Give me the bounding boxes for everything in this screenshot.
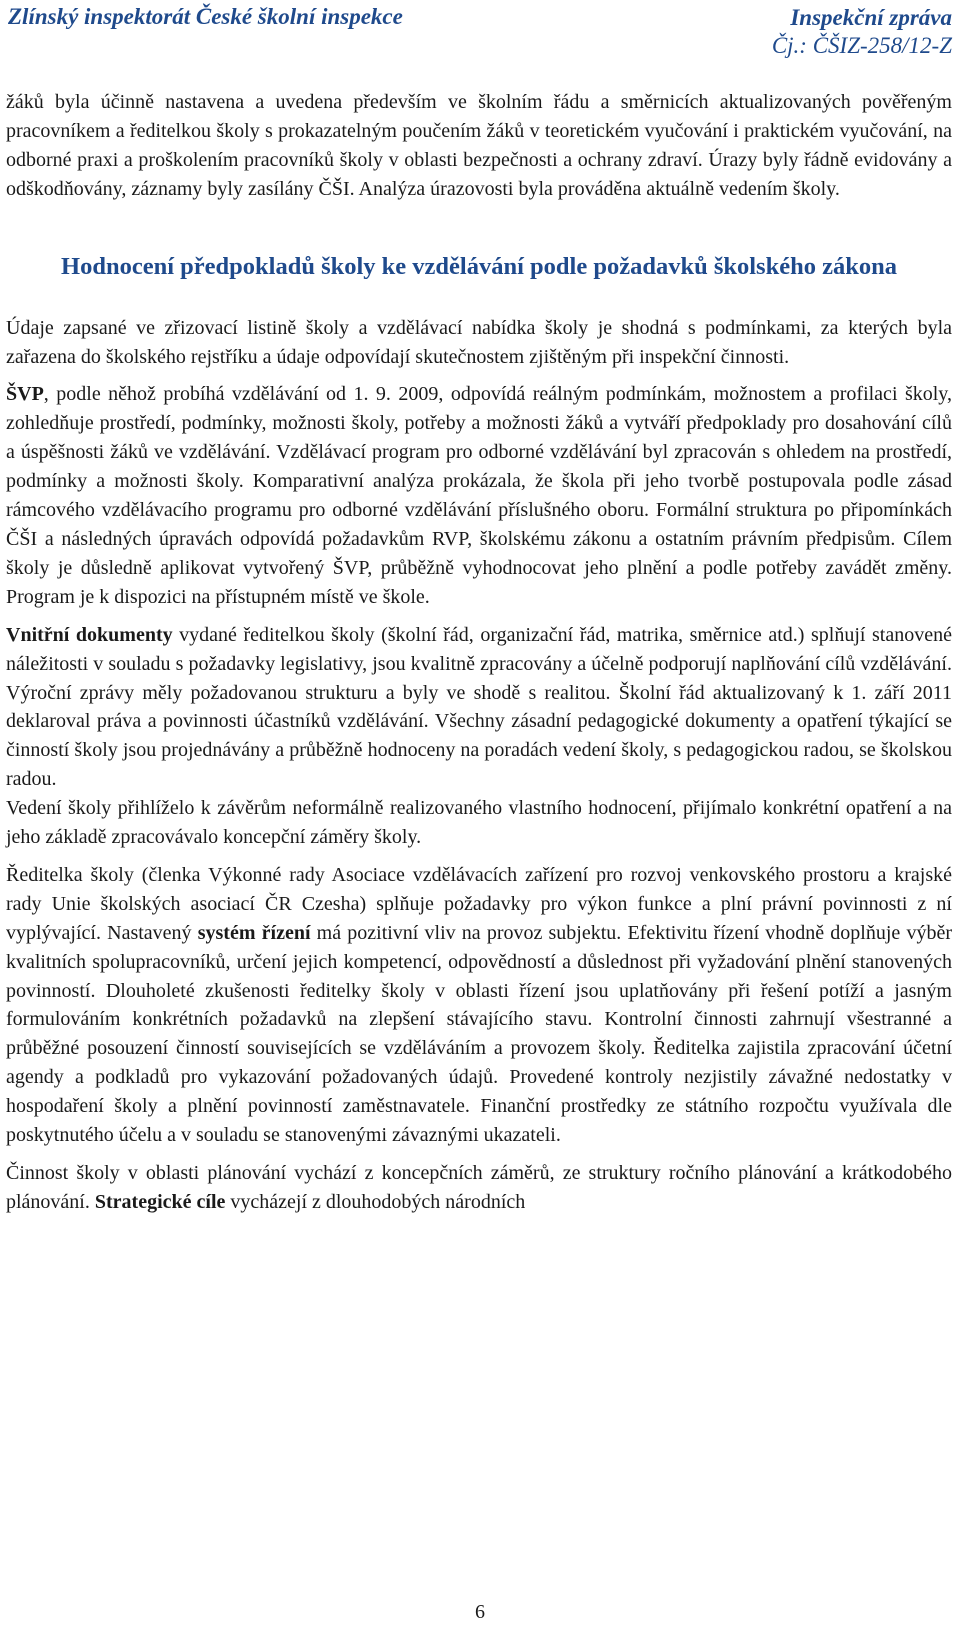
header-inspectorate: Zlínský inspektorát České školní inspekce: [8, 4, 403, 29]
bold-svp: ŠVP: [6, 383, 44, 406]
paragraph-self-evaluation: Vedení školy přihlíželo k závěrům neformálně realizovaného vlastního hodnocení, přijímalo konkrétní opatření a na jeho základě zpracovávalo koncepční záměry školy.: [6, 797, 952, 849]
header-report-info: [772, 4, 952, 60]
paragraph-internal-documents-text: vydané ředitelkou školy (školní řád, organizační řád, matrika, směrnice atd.) splňují stanovené náležitosti v souladu s požadavky legislativy, jsou kvalitně zpracovány a účelně podporují naplňování cílů vzdělávání. Výroční zprávy měly požadovanou strukturu a byly ve shodě s realitou. Školní řád aktualizovaný k 1. září 2011 deklaroval práva a povinnosti účastníků vzdělávání. Všechny zásadní pedagogické dokumenty a opatření týkající se činností školy jsou projednávány a průběžně hodnoceny na poradách vedení školy, s pedagogickou radou, se školskou radou.: [6, 623, 952, 791]
paragraph-svp-text: , podle něhož probíhá vzdělávání od 1. 9. 2009, odpovídá reálným podmínkám, možnostem a profilaci školy, zohledňuje prostředí, podmínky, možnosti školy, potřeby a možnosti žáků a vytváří předpoklady pro dosahování cílů a úspěšnosti žáků ve vzdělávání. Vzdělávací program pro odborné vzdělávání byl zpracován s ohledem na prostředí, podmínky a možnosti školy. Komparativní analýza prokázala, že škola při jeho tvorbě postupovala podle zásad rámcového vzdělávacího programu pro odborné vzdělávání příslušného oboru. Formální struktura po připomínkách ČŠI a následných úpravách odpovídá požadavkům RVP, školskému zákonu a ostatním právním předpisům. Cílem školy je důsledně aplikovat vytvořený ŠVP, průběžně vyhodnocovat jeho plnění a podle potřeby zavádět změny. Program je k dispozici na přístupném místě ve škole.: [6, 383, 952, 608]
paragraph-planning: [6, 1159, 952, 1217]
document-body: [6, 88, 952, 1217]
bold-strategic-goals: Strategické cíle: [94, 1190, 226, 1213]
section-heading: Hodnocení předpokladů školy ke vzdělávání podle požadavků školského zákona: [61, 252, 897, 280]
page-header: [0, 4, 960, 64]
paragraph-management-text-b: má pozitivní vliv na provoz subjektu. Efektivitu řízení vhodně doplňuje výběr kvalitních spolupracovníků, určení jejich kompetencí, odpovědností a důslednost při vyžadování plnění stanovených povinností. Dlouholeté zkušenosti ředitelky školy v oblasti řízení jsou uplatňovány při řešení potíží a jasným formulováním konkrétních požadavků na zlepšení stávajícího stavu. Kontrolní činnosti zahrnují všestranné a průběžné posouzení činností souvisejících se vzděláváním a provozem školy. Ředitelka zajistila zpracování účetní agendy a podkladů pro vykazování požadovaných údajů. Provedené kontroly nezjistily závažné nedostatky v hospodaření školy a plnění povinností zaměstnavatele. Finanční prostředky ze státního rozpočtu využívala dle poskytnutého účelu a v souladu se stanovenými závaznými ukazateli.: [6, 921, 952, 1147]
paragraph-planning-text-b: vycházejí z dlouhodobých národních: [225, 1190, 526, 1213]
paragraph-safety: žáků byla účinně nastavena a uvedena především ve školním řádu a směrnicích aktualizovaných pověřeným pracovníkem a ředitelkou školy s prokazatelným poučením žáků v teoretickém vyučování i praktickém vyučování, na odborné praxi a proškolením pracovníků školy v oblasti bezpečnosti a ochrany zdraví. Úrazy byly řádně evidovány a odškodňovány, záznamy byly zasílány ČŠI. Analýza úrazovosti byla prováděna aktuálně vedením školy.: [6, 91, 952, 200]
paragraph-planning-text-a: Činnost školy v oblasti plánování vychází z koncepčních záměrů, ze struktury ročního plánování a krátkodobého plánování.: [6, 1162, 952, 1213]
paragraph-internal-documents: [6, 621, 952, 794]
paragraph-registry: Údaje zapsané ve zřizovací listině školy a vzdělávací nabídka školy je shodná s podmínkami, za kterých byla zařazena do školského rejstříku a údaje odpovídají skutečnostem zjištěným při inspekční činnosti.: [6, 316, 952, 368]
paragraph-management-text-a: Ředitelka školy (členka Výkonné rady Asociace vzdělávacích zařízení pro rozvoj venkovského prostoru a krajské rady Unie školských asociací ČR Czesha) splňuje požadavky pro výkon funkce a plní právní povinnosti z ní vyplývající. Nastavený: [6, 863, 952, 944]
bold-internal-documents: Vnitřní dokumenty: [6, 623, 173, 646]
bold-management-system: systém řízení: [197, 921, 311, 944]
header-report-title: Inspekční zpráva: [790, 5, 952, 30]
page-number: 6: [475, 1601, 485, 1623]
paragraph-svp: [6, 380, 952, 611]
paragraph-management: [6, 861, 952, 1150]
header-reference-number: Čj.: ČŠIZ-258/12-Z: [771, 33, 952, 58]
